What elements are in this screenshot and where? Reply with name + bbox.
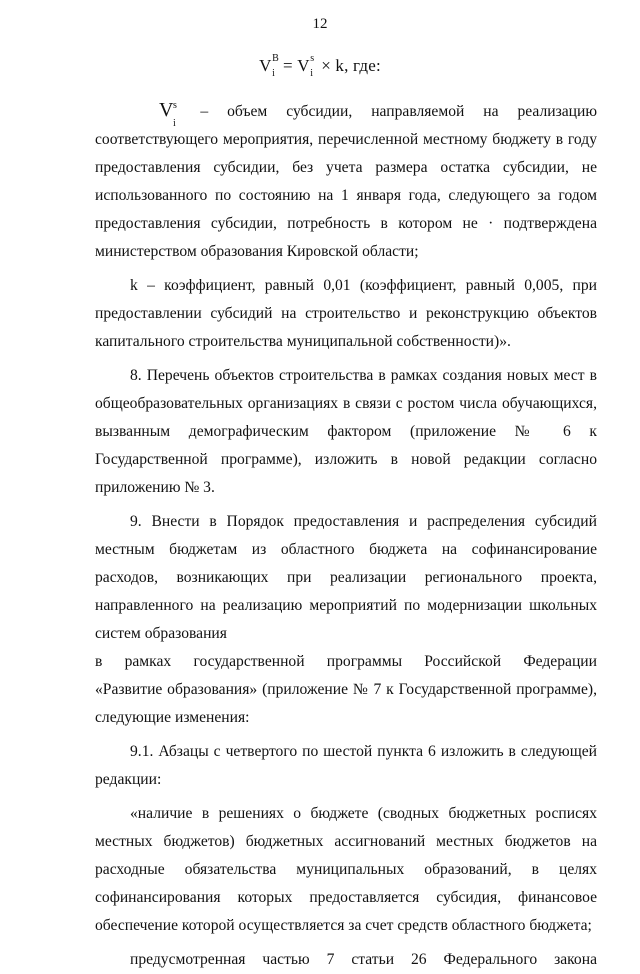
paragraph-item-9-1: 9.1. Абзацы с четвертого по шестой пункта 6 изложить в следующей редакции: [95,743,597,788]
quote-paragraph-2: предусмотренная частью 7 статьи 26 Федерального закона [130,951,597,968]
formula-tail: × k, где: [316,56,381,75]
formula-lhs: V B i [259,53,279,79]
paragraph-item-8: 8. Перечень объектов строительства в рамках создания новых мест в общеобразовательных организациях в связи с ростом числа обучающихся, вызванным демографическим фактором (приложение № 6 к Государственной программе), изложить в новой редакции согласно приложению № 3. [95,367,597,496]
vs-symbol: V s i [159,99,177,129]
formula [0,53,640,79]
definition-vs: V s i – объем субсидии, направляемой на реализацию соответствующего мероприятия, перечисленной местному бюджету в году предоставления субсидии, без учета размера остатка субсидии, не использованного по состоянию на 1 января года, следующего за годом предоставления субсидии, потребность в котором не · подтверждена министерством образования Кировской области; [95,96,597,266]
paragraph-item-9-end: «Развитие образования» (приложение № 7 к Государственной программе), следующие изменения: [95,681,597,726]
formula-rhs: V s i [297,53,315,79]
paragraph-item-9-line: в рамках государственной программы Российской Федерации [95,653,597,670]
formula-equals: = [278,56,298,75]
document-body [95,96,597,974]
definition-k: k – коэффициент, равный 0,01 (коэффициент, равный 0,005, при предоставлении субсидий на строительство и реконструкцию объектов капитального строительства муниципальной собственности)». [95,277,597,350]
page-number: 12 [312,16,328,32]
paragraph-item-9: 9. Внести в Порядок предоставления и распределения субсидий местным бюджетам из областного бюджета на софинансирование расходов, возникающих при реализации регионального проекта, направленного на реализацию мероприятий по модернизации школьных систем образования [95,513,597,642]
quote-paragraph-1: «наличие в решениях о бюджете (сводных бюджетных росписях местных бюджетов) бюджетных ассигнований местных бюджетов на расходные обязательства муниципальных образований, в целях софинансирования которых предоставляется субсидия, финансовое обеспечение которой осуществляется за счет средств областного бюджета; [95,805,597,934]
